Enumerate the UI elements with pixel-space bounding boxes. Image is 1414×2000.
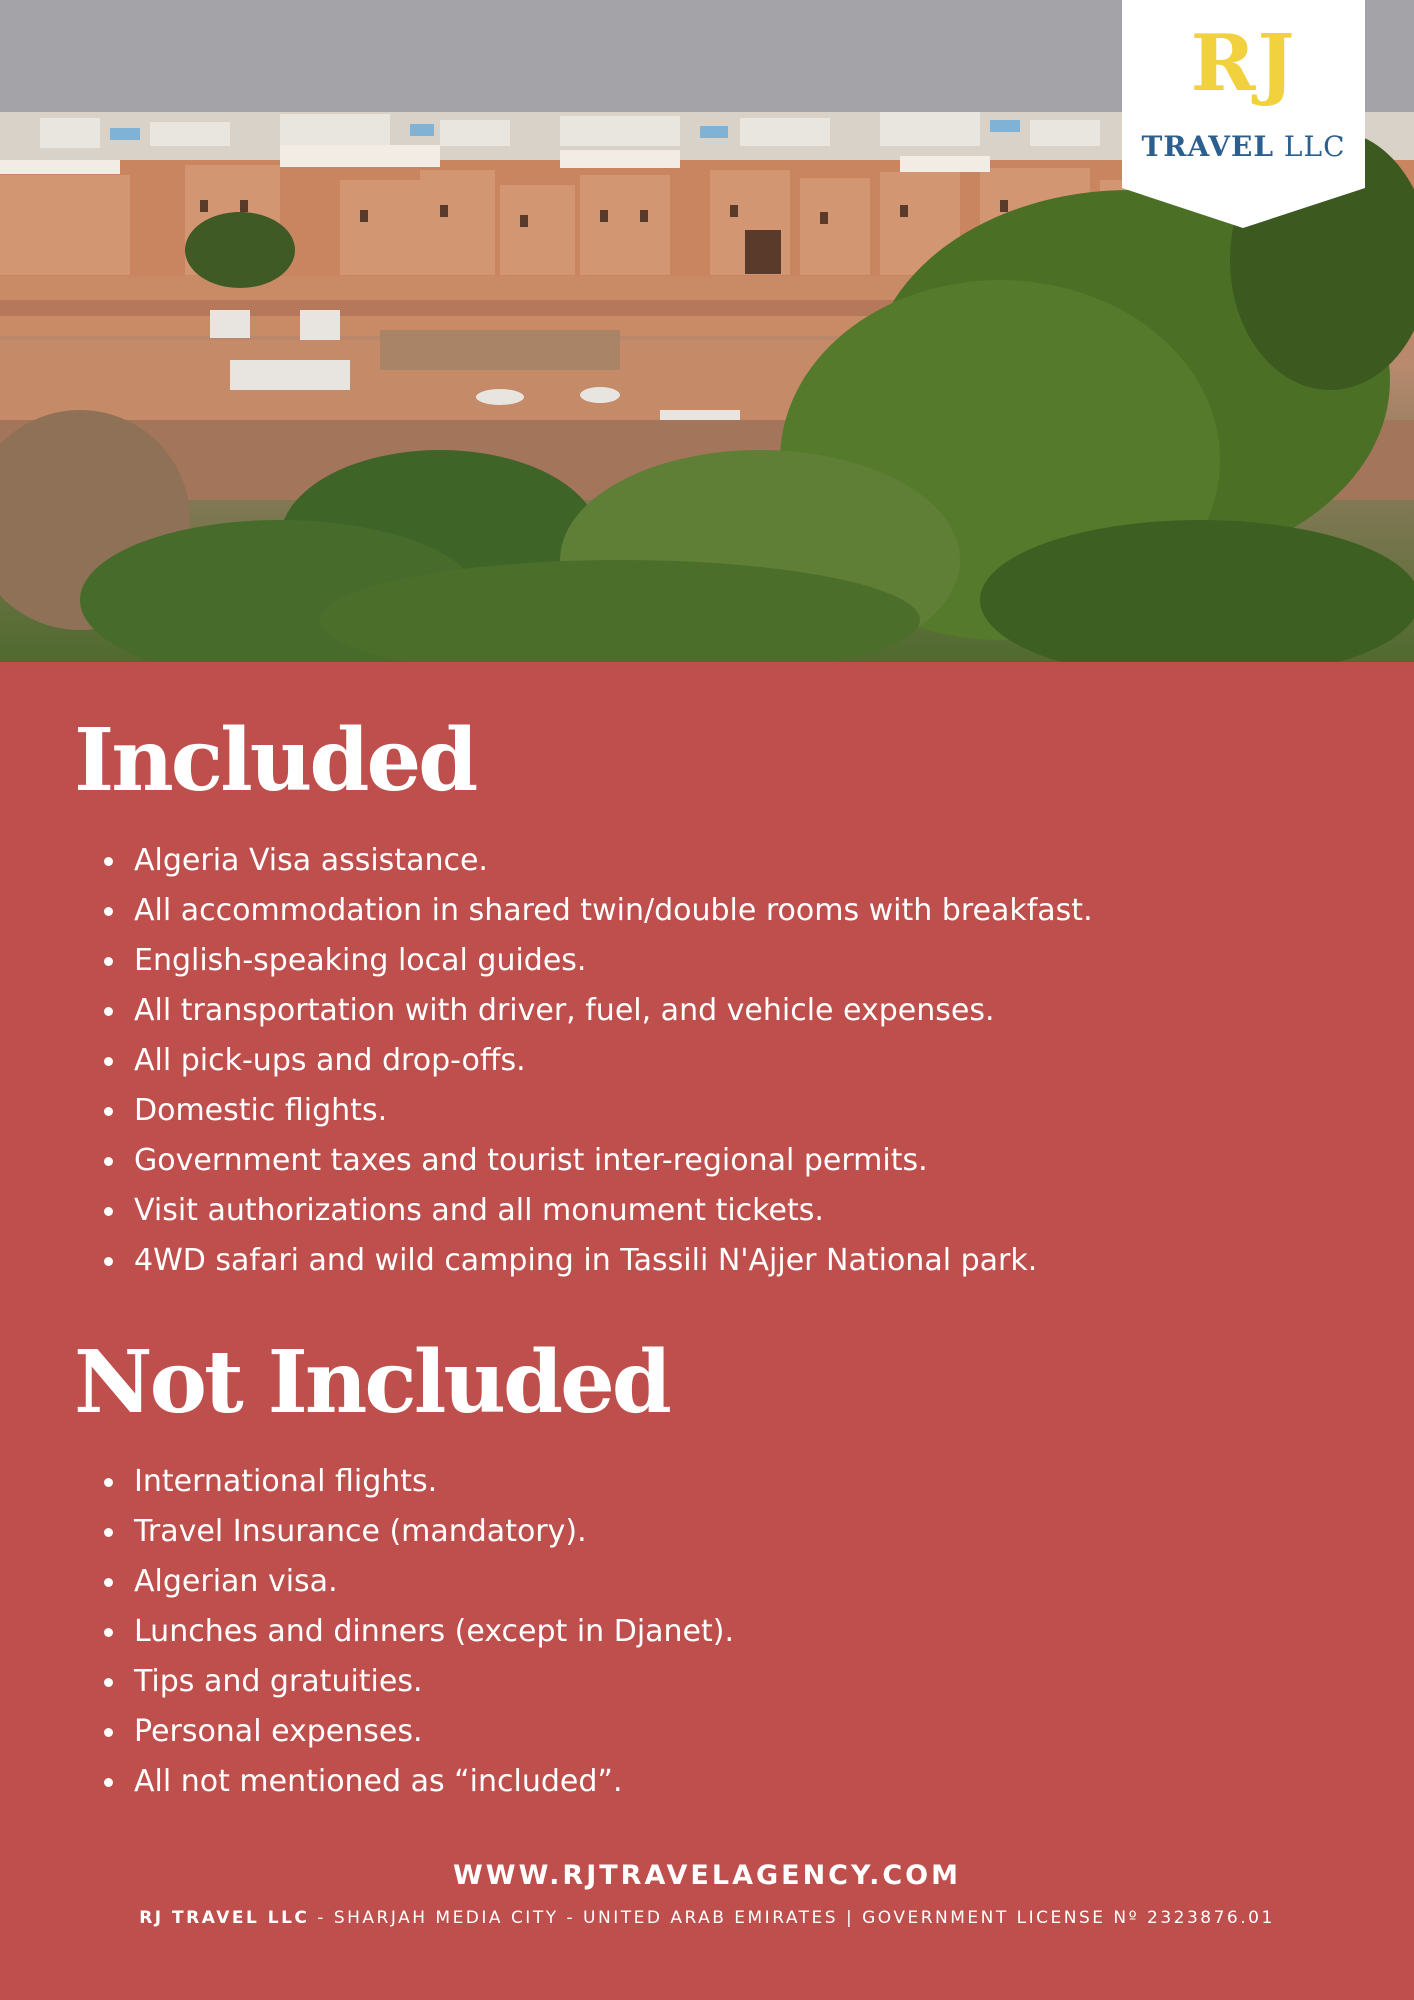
logo-subtitle-light: LLC	[1283, 130, 1346, 163]
company-info	[0, 1908, 1414, 1928]
included-item: Algeria Visa assistance.	[134, 836, 1093, 886]
not-included-item: Algerian visa.	[134, 1557, 734, 1607]
logo-subtitle-bold: TRAVEL	[1141, 130, 1274, 163]
included-list	[100, 836, 1093, 1286]
included-item: Visit authorizations and all monument tickets.	[134, 1186, 1093, 1236]
included-item: Domestic flights.	[134, 1086, 1093, 1136]
not-included-heading: Not Included	[74, 1332, 669, 1433]
included-item: All pick-ups and drop-offs.	[134, 1036, 1093, 1086]
not-included-list	[100, 1457, 734, 1807]
not-included-item: Personal expenses.	[134, 1707, 734, 1757]
logo-mark: RJ	[1190, 18, 1297, 109]
company-logo	[1122, 0, 1365, 228]
website-link[interactable]: WWW.RJTRAVELAGENCY.COM	[453, 1860, 961, 1891]
included-item: All transportation with driver, fuel, and vehicle expenses.	[134, 986, 1093, 1036]
logo-subtitle	[1122, 130, 1365, 163]
not-included-item: Lunches and dinners (except in Djanet).	[134, 1607, 734, 1657]
included-item: English-speaking local guides.	[134, 936, 1093, 986]
included-heading: Included	[74, 710, 476, 811]
included-item: Government taxes and tourist inter-regional permits.	[134, 1136, 1093, 1186]
not-included-item: Tips and gratuities.	[134, 1657, 734, 1707]
included-item: 4WD safari and wild camping in Tassili N'Ajjer National park.	[134, 1236, 1093, 1286]
company-details: - SHARJAH MEDIA CITY - UNITED ARAB EMIRATES | GOVERNMENT LICENSE Nº 2323876.01	[309, 1908, 1275, 1928]
included-item: All accommodation in shared twin/double rooms with breakfast.	[134, 886, 1093, 936]
not-included-item: Travel Insurance (mandatory).	[134, 1507, 734, 1557]
company-name: RJ TRAVEL LLC	[139, 1908, 310, 1928]
not-included-item: International flights.	[134, 1457, 734, 1507]
not-included-item: All not mentioned as “included”.	[134, 1757, 734, 1807]
